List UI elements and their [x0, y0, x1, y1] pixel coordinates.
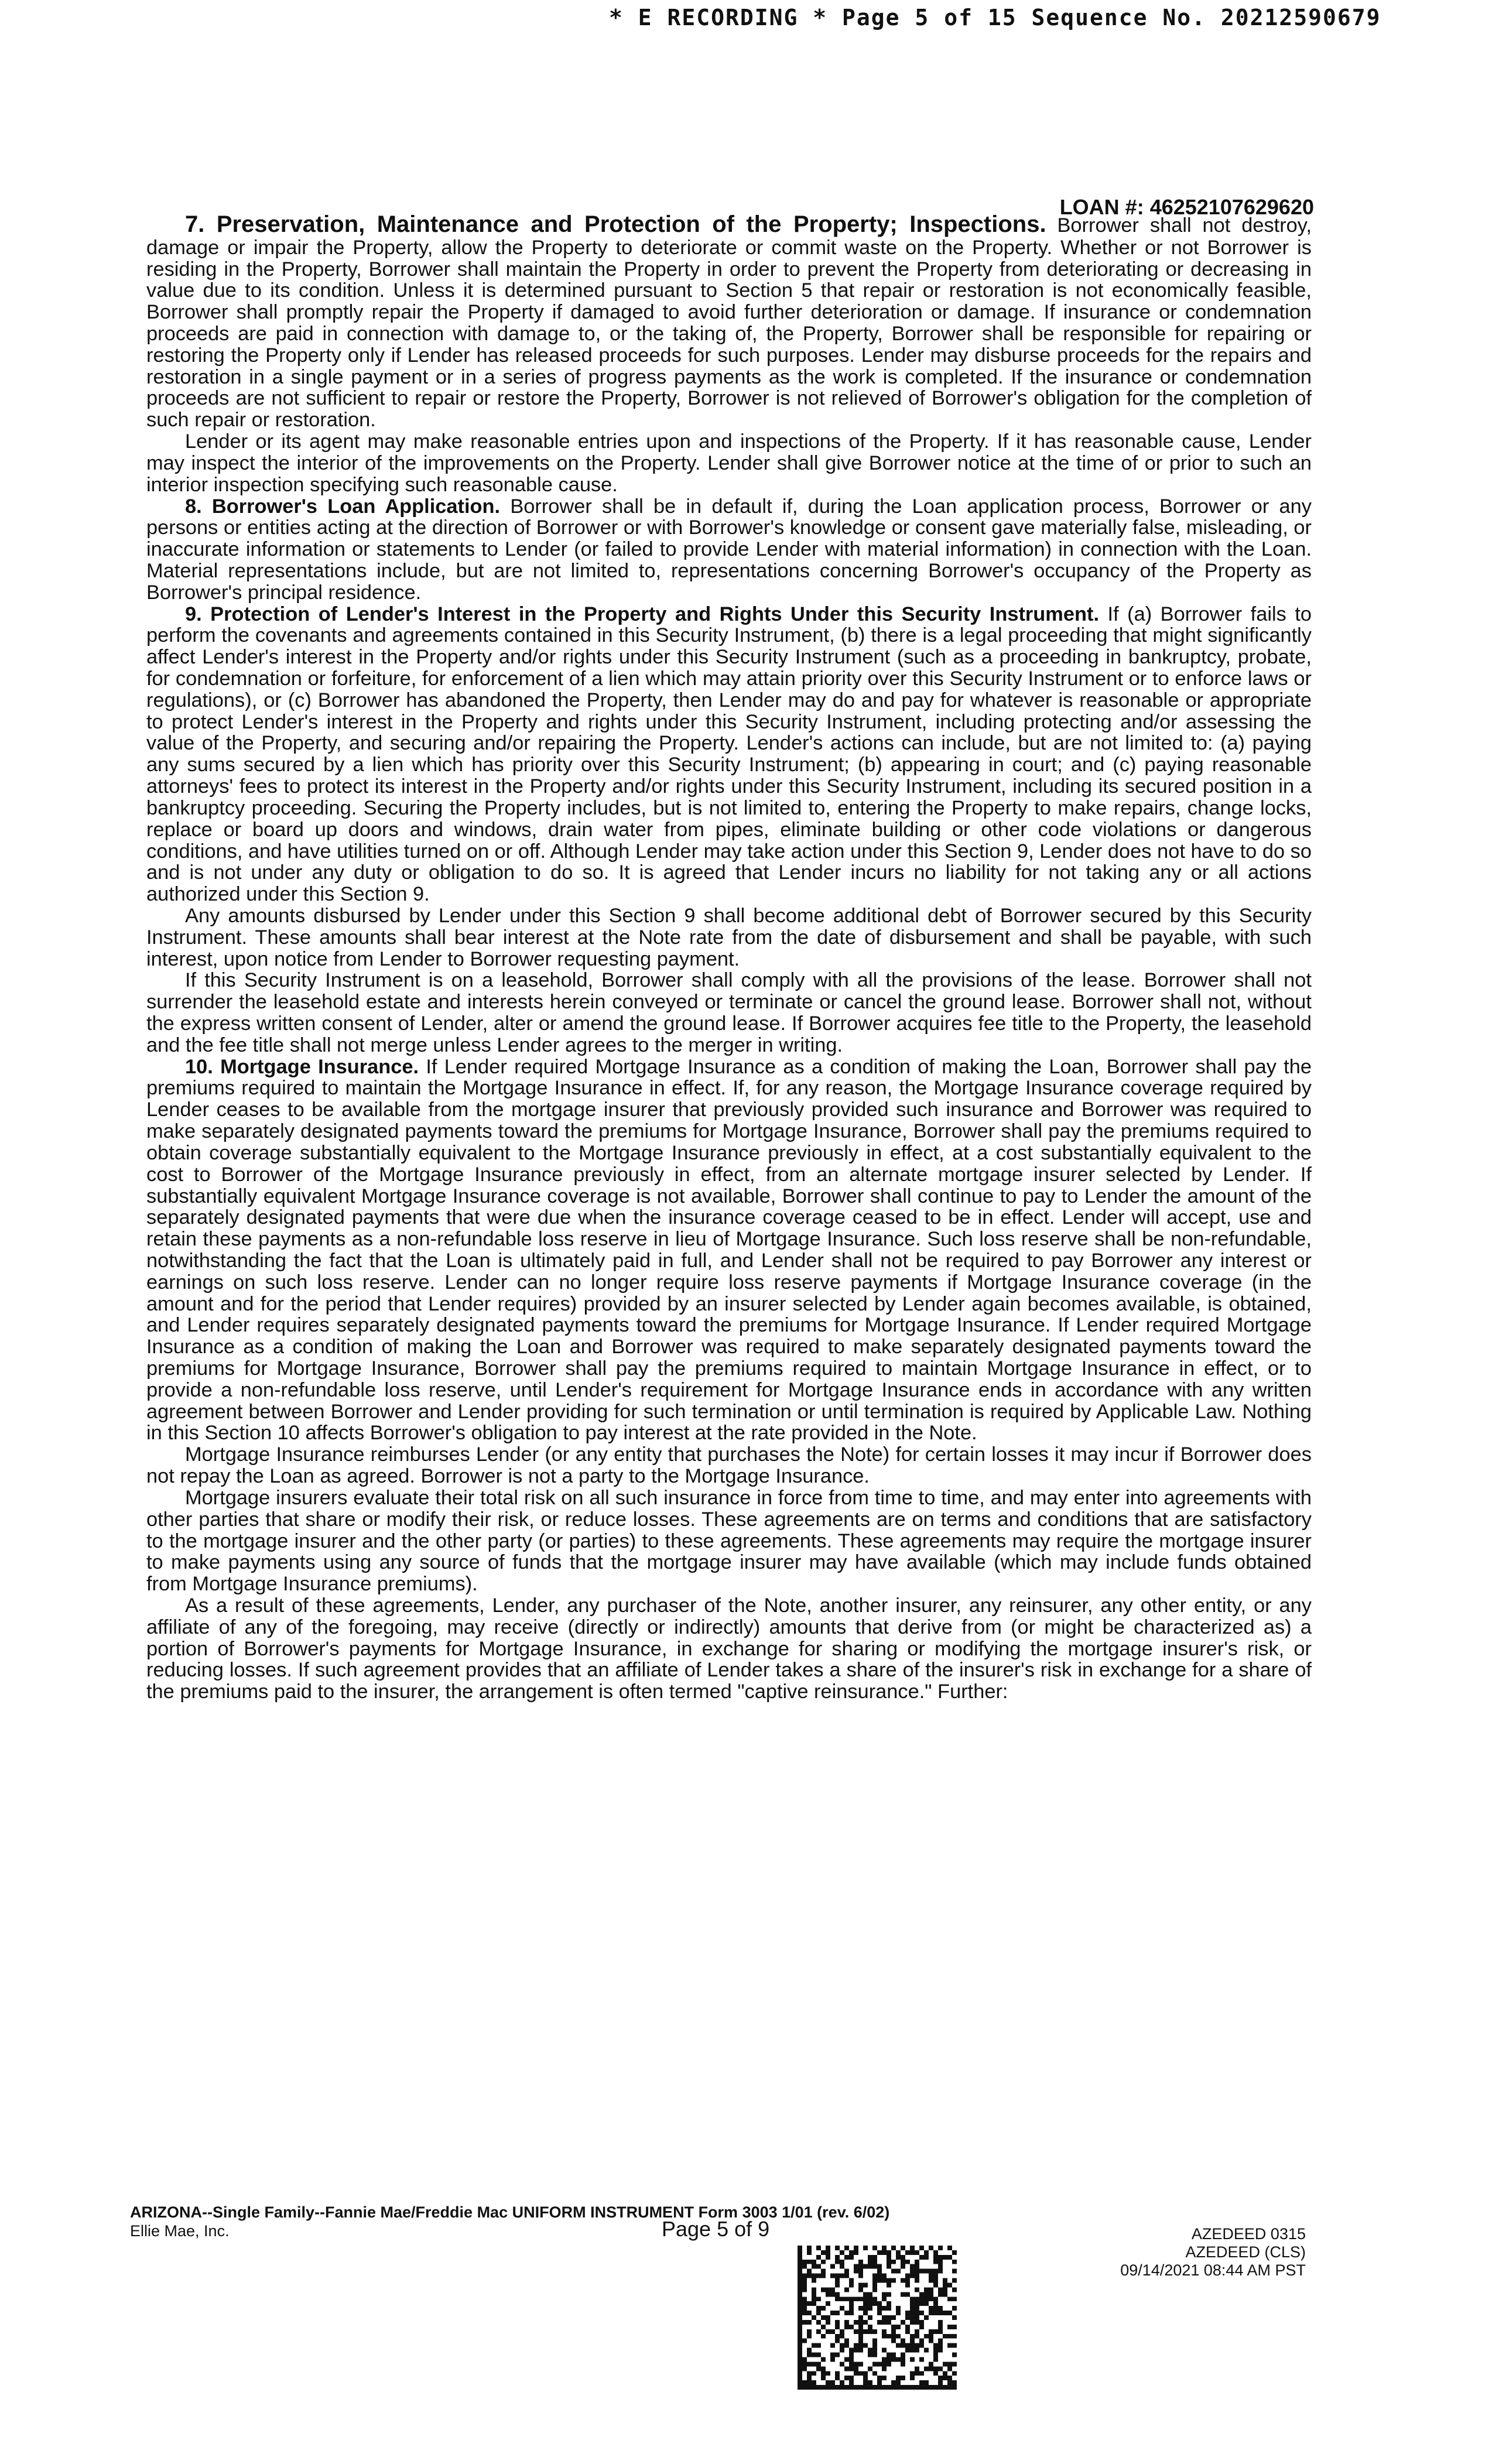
- section-9-paragraph-3: If this Security Instrument is on a leasehold, Borrower shall comply with all the provisions of the lease. Borrower shall not surrender the leasehold estate and interests herein conveyed or terminate or cancel the ground lease. Borrower shall not, without the express written consent of Lender, alter or amend the ground lease. If Borrower acquires fee title to the Property, the leasehold and the fee title shall not merge unless Lender agrees to the merger in writing.: [146, 969, 1312, 1056]
- section-7-heading: 7. Preservation, Maintenance and Protection of the Property; Inspections.: [185, 211, 1046, 237]
- section-10-heading: 10. Mortgage Insurance.: [185, 1055, 419, 1078]
- footer-form-info: [130, 2203, 889, 2241]
- section-10-paragraph: [146, 1056, 1312, 1445]
- section-8-text: Borrower shall be in default if, during the Loan application process, Borrower or any persons or entities acting at the direction of Borrower or with Borrower's knowledge or consent gave materially false, misleading, or inaccurate information or statements to Lender (or failed to provide Lender with material information) in connection with the Loan. Material representations include, but are not limited to, representations concerning Borrower's occupancy of the Property as Borrower's principal residence.: [146, 495, 1312, 604]
- print-timestamp: 09/14/2021 08:44 AM PST: [1120, 2261, 1306, 2280]
- section-9-paragraph-2: Any amounts disbursed by Lender under this Section 9 shall become additional debt of Borrower secured by this Security Instrument. These amounts shall bear interest at the Note rate from the date of disbursement and shall be payable, with such interest, upon notice from Lender to Borrower requesting payment.: [146, 904, 1312, 970]
- section-10-text: If Lender required Mortgage Insurance as a condition of making the Loan, Borrower shall pay the premiums required to maintain the Mortgage Insurance in effect. If, for any reason, the Mortgage Insurance coverage required by Lender ceases to be available from the mortgage insurer that previously provided such insurance and Borrower was required to make separately designated payments toward the premiums for Mortgage Insurance, Borrower shall pay the premiums required to obtain coverage substantially equivalent to the Mortgage Insurance previously in effect, at a cost substantially equivalent to the cost to Borrower of the Mortgage Insurance previously in effect, from an alternate mortgage insurer selected by Lender. If substantially equivalent Mortgage Insurance coverage is not available, Borrower shall continue to pay to Lender the amount of the separately designated payments that were due when the insurance coverage ceased to be in effect. Lender will accept, use and retain these payments as a non-refundable loss reserve in lieu of Mortgage Insurance. Such loss reserve shall be non-refundable, notwithstanding the fact that the Loan is ultimately paid in full, and Lender shall not be required to pay Borrower any interest or earnings on such loss reserve. Lender can no longer require loss reserve payments if Mortgage Insurance coverage (in the amount and for the period that Lender requires) provided by an insurer selected by Lender again becomes available, is obtained, and Lender requires separately designated payments toward the premiums for Mortgage Insurance. If Lender required Mortgage Insurance as a condition of making the Loan and Borrower was required to make separately designated payments toward the premiums for Mortgage Insurance, Borrower shall pay the premiums required to maintain Mortgage Insurance in effect, or to provide a non-refundable loss reserve, until Lender's requirement for Mortgage Insurance ends in accordance with any written agreement between Borrower and Lender providing for such termination or until termination is required by Applicable Law. Nothing in this Section 10 affects Borrower's obligation to pay interest at the rate provided in the Note.: [146, 1055, 1312, 1445]
- section-8-paragraph: [146, 496, 1312, 604]
- section-9-paragraph: [146, 604, 1312, 905]
- form-code: AZEDEED 0315: [1191, 2225, 1306, 2243]
- section-8-heading: 8. Borrower's Loan Application.: [185, 495, 501, 518]
- document-body: [146, 212, 1312, 1703]
- page-number: Page 5 of 9: [662, 2217, 770, 2241]
- section-10-paragraph-2: Mortgage Insurance reimburses Lender (or any entity that purchases the Note) for certain losses it may incur if Borrower does not repay the Loan as agreed. Borrower is not a party to the Mortgage Insurance.: [146, 1443, 1312, 1488]
- form-code-cls: AZEDEED (CLS): [1185, 2243, 1306, 2261]
- section-7-paragraph: [146, 212, 1312, 431]
- company-name: Ellie Mae, Inc.: [130, 2222, 230, 2240]
- section-7-paragraph-2: Lender or its agent may make reasonable entries upon and inspections of the Property. If it has reasonable cause, Lender may inspect the interior of the improvements on the Property. Lender shall give Borrower notice at the time of or prior to such an interior inspection specifying such reasonable cause.: [146, 430, 1312, 496]
- form-title: ARIZONA--Single Family--Fannie Mae/Freddie Mac UNIFORM INSTRUMENT Form 3003 1/01 (rev. 6/02): [130, 2203, 890, 2221]
- section-10-paragraph-4: As a result of these agreements, Lender, any purchaser of the Note, another insurer, any reinsurer, any other entity, or any affiliate of any of the foregoing, may receive (directly or indirectly) amounts that derive from (or might be characterized as) a portion of Borrower's payments for Mortgage Insurance, in exchange for sharing or modifying the mortgage insurer's risk, or reducing losses. If such agreement provides that an affiliate of Lender takes a share of the insurer's risk in exchange for a share of the premiums paid to the insurer, the arrangement is often termed "captive reinsurance." Further:: [146, 1594, 1312, 1703]
- barcode-icon: [798, 2246, 957, 2390]
- footer-codes: [1120, 2225, 1306, 2280]
- recording-header: * E RECORDING * Page 5 of 15 Sequence No. 20212590679: [609, 5, 1381, 30]
- section-9-heading: 9. Protection of Lender's Interest in the Property and Rights Under this Security Instrument.: [185, 603, 1100, 625]
- section-10-paragraph-3: Mortgage insurers evaluate their total risk on all such insurance in force from time to time, and may enter into agreements with other parties that share or modify their risk, or reduce losses. These agreements are on terms and conditions that are satisfactory to the mortgage insurer and the other party (or parties) to these agreements. These agreements may require the mortgage insurer to make payments using any source of funds that the mortgage insurer may have available (which may include funds obtained from Mortgage Insurance premiums).: [146, 1486, 1312, 1596]
- section-7-text: Borrower shall not destroy, damage or impair the Property, allow the Property to deteriorate or commit waste on the Property. Whether or not Borrower is residing in the Property, Borrower shall maintain the Property in order to prevent the Property from deteriorating or decreasing in value due to its condition. Unless it is determined pursuant to Section 5 that repair or restoration is not economically feasible, Borrower shall promptly repair the Property if damaged to avoid further deterioration or damage. If insurance or condemnation proceeds are paid in connection with damage to, or the taking of, the Property, Borrower shall be responsible for repairing or restoring the Property only if Lender has released proceeds for such purposes. Lender may disburse proceeds for the repairs and restoration in a single payment or in a series of progress payments as the work is completed. If the insurance or condemnation proceeds are not sufficient to repair or restore the Property, Borrower is not relieved of Borrower's obligation for the completion of such repair or restoration.: [146, 214, 1312, 432]
- section-9-text: If (a) Borrower fails to perform the covenants and agreements contained in this Security Instrument, (b) there is a legal proceeding that might significantly affect Lender's interest in the Property and/or rights under this Security Instrument (such as a proceeding in bankruptcy, probate, for condemnation or forfeiture, for enforcement of a lien which may attain priority over this Security Instrument or to enforce laws or regulations), or (c) Borrower has abandoned the Property, then Lender may do and pay for whatever is reasonable or appropriate to protect Lender's interest in the Property and rights under this Security Instrument, including protecting and/or assessing the value of the Property, and securing and/or repairing the Property. Lender's actions can include, but are not limited to: (a) paying any sums secured by a lien which has priority over this Security Instrument; (b) appearing in court; and (c) paying reasonable attorneys' fees to protect its interest in the Property and/or rights under this Security Instrument, including its secured position in a bankruptcy proceeding. Securing the Property includes, but is not limited to, entering the Property to make repairs, change locks, replace or board up doors and windows, drain water from pipes, eliminate building or other code violations or dangerous conditions, and have utilities turned on or off. Although Lender may take action under this Section 9, Lender does not have to do so and is not under any duty or obligation to do so. It is agreed that Lender incurs no liability for not taking any or all actions authorized under this Section 9.: [146, 603, 1312, 906]
- loan-number: LOAN #: 46252107629620: [1059, 195, 1314, 219]
